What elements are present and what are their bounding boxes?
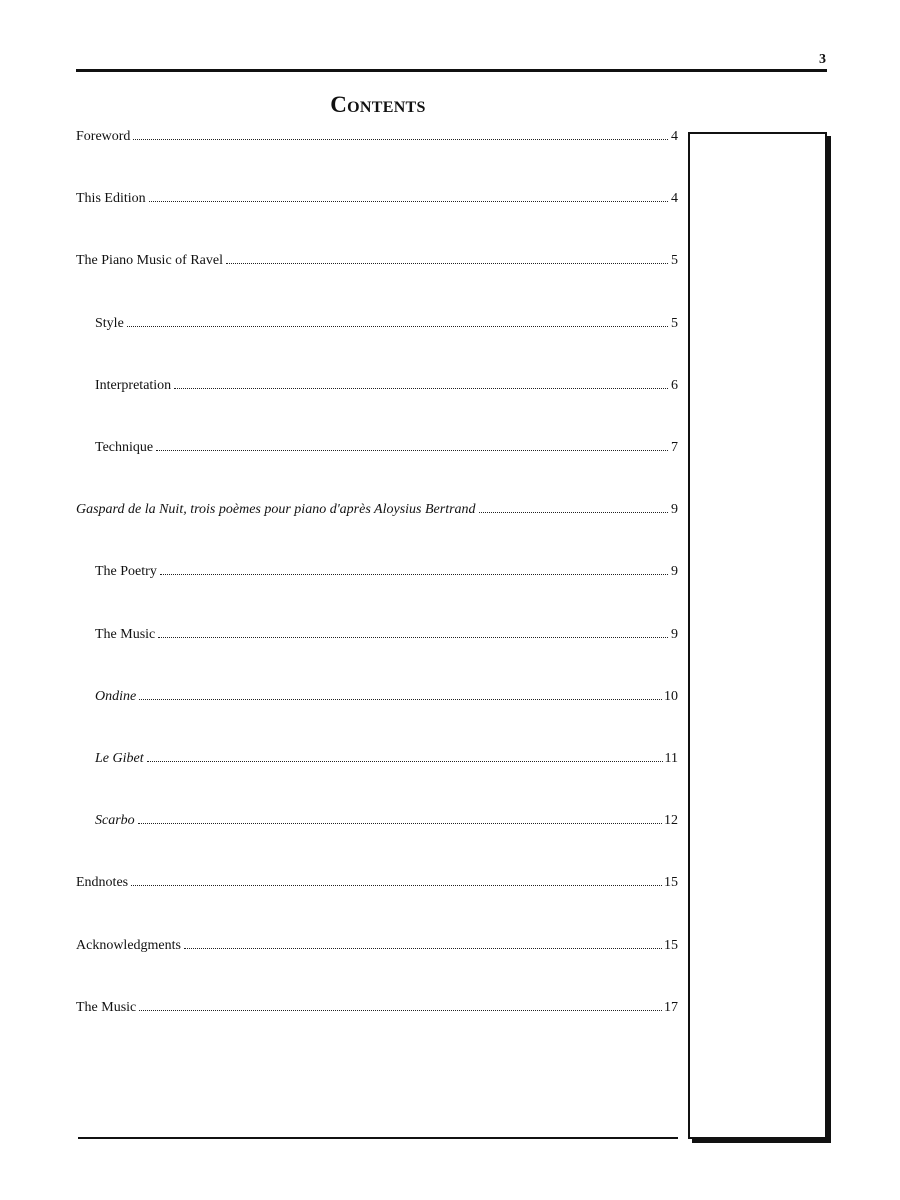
toc-entry-page: 4: [671, 129, 678, 144]
toc-entry-page: 15: [664, 937, 678, 953]
toc-entry: [95, 377, 678, 395]
toc-entry-page: 9: [671, 626, 678, 642]
dot-leader: [127, 325, 668, 327]
toc-entry: [95, 315, 678, 333]
toc-entry-title: Style: [95, 315, 124, 331]
dot-leader: [158, 636, 668, 638]
toc-entry: [76, 190, 678, 208]
toc-entry: [76, 128, 678, 146]
toc-entry-page: 10: [664, 688, 678, 704]
toc-entry-title: The Piano Music of Ravel: [76, 253, 223, 269]
toc-entry-title: The Music: [95, 626, 156, 642]
toc-entry-title: Ondine: [95, 688, 137, 704]
toc-entry: [95, 563, 678, 581]
toc-entry-page: 11: [664, 751, 678, 766]
dot-leader: [174, 387, 668, 389]
toc-entry-page: 12: [664, 813, 678, 829]
toc-entry-title: The Poetry: [95, 564, 157, 580]
toc-entry-title: Interpretation: [95, 377, 172, 393]
dot-leader: [139, 1009, 662, 1011]
dot-leader: [149, 200, 668, 202]
page-title: Contents: [330, 92, 426, 117]
toc-entry-page: 7: [671, 440, 678, 455]
dot-leader: [139, 698, 662, 700]
toc-entry: [95, 750, 678, 768]
toc-entry-title: Gaspard de la Nuit, trois poèmes pour piano d'après Aloysius Bertrand: [76, 502, 476, 518]
dot-leader: [156, 449, 668, 451]
dot-leader: [147, 760, 663, 762]
top-rule: [76, 69, 827, 72]
toc-entry: [76, 252, 678, 270]
toc-entry-title: Technique: [95, 440, 154, 455]
dot-leader: [138, 822, 662, 824]
toc-entry: [95, 439, 678, 457]
toc-entry-page: 5: [671, 253, 678, 269]
toc-entry-page: 17: [664, 999, 678, 1015]
toc-entry: [95, 626, 678, 644]
toc-entry-title: Acknowledgments: [76, 937, 181, 953]
toc-entry-title: Foreword: [76, 129, 131, 144]
dot-leader: [479, 511, 668, 513]
dot-leader: [160, 573, 668, 575]
toc-entry-title: Endnotes: [76, 875, 129, 891]
dot-leader: [131, 884, 662, 886]
toc-entry-page: 9: [671, 502, 678, 518]
dot-leader: [184, 947, 662, 949]
toc-entry-title: The Music: [76, 999, 137, 1015]
toc-entry: [95, 688, 678, 706]
toc-entry-title: This Edition: [76, 191, 146, 207]
sidebar-box: [688, 132, 827, 1139]
toc-entry-title: Le Gibet: [95, 751, 144, 766]
toc-entry-page: 5: [671, 315, 678, 331]
toc-entry-page: 6: [671, 377, 678, 393]
toc-entry: [76, 501, 678, 519]
page-number: 3: [819, 52, 826, 67]
toc-entry: [76, 874, 678, 892]
bottom-rule: [78, 1137, 678, 1139]
toc-entry: [95, 812, 678, 830]
toc-entry-page: 15: [664, 875, 678, 891]
toc-entry: [76, 937, 678, 955]
toc-entry: [76, 999, 678, 1017]
toc-entry-title: Scarbo: [95, 813, 135, 829]
dot-leader: [226, 262, 668, 264]
dot-leader: [133, 138, 668, 140]
toc-entry-page: 4: [671, 191, 678, 207]
toc-entry-page: 9: [671, 564, 678, 580]
